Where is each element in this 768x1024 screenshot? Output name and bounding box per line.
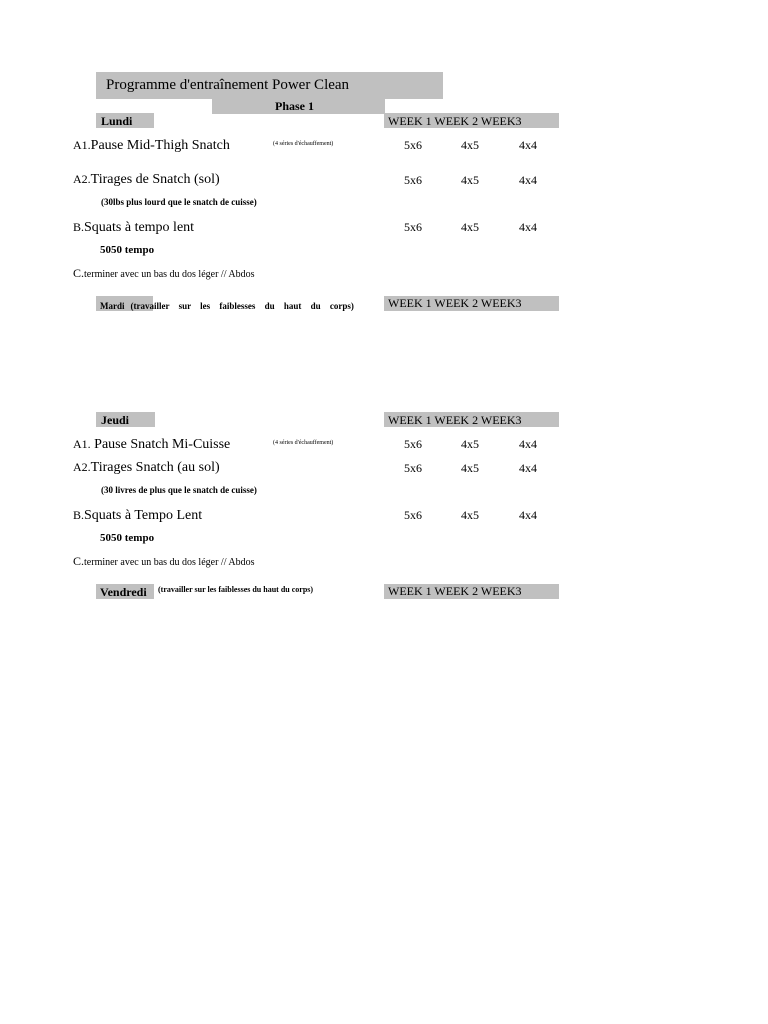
- jeudi-a1-week2: 4x5: [461, 437, 479, 451]
- vendredi-note: (travailler sur les faiblesses du haut du corps): [158, 585, 314, 594]
- lundi-a1-name: Pause Mid-Thigh Snatch: [90, 138, 230, 153]
- jeudi-b-week1: 5x6: [404, 508, 422, 522]
- lundi-b-week3: 4x4: [519, 220, 537, 234]
- jeudi-a1-row: [73, 435, 230, 453]
- jeudi-b-week2: 4x5: [461, 508, 479, 522]
- jeudi-c-text: terminer avec un bas du dos léger // Abdos: [84, 557, 255, 568]
- jeudi-a2-row: [73, 458, 220, 476]
- jeudi-day-label: Jeudi: [101, 413, 130, 427]
- lundi-a1-week1: 5x6: [404, 138, 422, 152]
- jeudi-b-week3: 4x4: [519, 508, 537, 522]
- lundi-b-row: [73, 218, 194, 236]
- lundi-a1-week3: 4x4: [519, 138, 537, 152]
- lundi-c-row: [73, 264, 255, 282]
- lundi-a2-week1: 5x6: [404, 173, 422, 187]
- lundi-a2-note: (30lbs plus lourd que le snatch de cuisse): [101, 197, 257, 207]
- lundi-a2-week3: 4x4: [519, 173, 537, 187]
- mardi-header: [100, 296, 354, 314]
- mardi-note: (travailler sur les faiblesses du haut du corps): [130, 301, 354, 311]
- lundi-b-week2: 4x5: [461, 220, 479, 234]
- jeudi-a1-prefix: A1.: [73, 437, 91, 451]
- page-title: Programme d'entraînement Power Clean: [106, 77, 350, 93]
- jeudi-a1-name: Pause Snatch Mi-Cuisse: [90, 437, 231, 452]
- jeudi-a1-note: (4 séries d'échauffement): [273, 440, 334, 446]
- lundi-c-text: terminer avec un bas du dos léger // Abdos: [84, 269, 255, 280]
- lundi-a2-name: Tirages de Snatch (sol): [90, 172, 220, 187]
- lundi-a1-row: [73, 136, 230, 154]
- lundi-c-prefix: C.: [73, 266, 85, 280]
- lundi-b-name: Squats à tempo lent: [84, 220, 195, 235]
- jeudi-a2-note: (30 livres de plus que le snatch de cuisse): [101, 485, 257, 495]
- jeudi-a2-prefix: A2.: [73, 460, 91, 474]
- jeudi-b-name: Squats à Tempo Lent: [84, 508, 203, 523]
- jeudi-b-row: [73, 506, 202, 524]
- lundi-a2-row: [73, 170, 220, 188]
- lundi-day-label: Lundi: [101, 114, 133, 128]
- jeudi-a1-week3: 4x4: [519, 437, 537, 451]
- jeudi-c-row: [73, 552, 255, 570]
- jeudi-a2-week3: 4x4: [519, 461, 537, 475]
- jeudi-tempo: 5050 tempo: [100, 532, 155, 544]
- lundi-a2-week2: 4x5: [461, 173, 479, 187]
- lundi-weeks-header: WEEK 1 WEEK 2 WEEK3: [388, 114, 522, 128]
- lundi-a2-prefix: A2.: [73, 172, 91, 186]
- jeudi-a2-week1: 5x6: [404, 461, 422, 475]
- jeudi-c-prefix: C.: [73, 554, 85, 568]
- jeudi-a2-week2: 4x5: [461, 461, 479, 475]
- lundi-a1-week2: 4x5: [461, 138, 479, 152]
- vendredi-weeks-header: WEEK 1 WEEK 2 WEEK3: [388, 584, 522, 598]
- lundi-b-prefix: B.: [73, 220, 85, 234]
- lundi-a1-note: (4 séries d'échauffement): [273, 141, 334, 147]
- phase-label: Phase 1: [275, 99, 314, 113]
- lundi-b-week1: 5x6: [404, 220, 422, 234]
- lundi-a1-prefix: A1.: [73, 138, 91, 152]
- vendredi-day-label: Vendredi: [100, 585, 147, 599]
- lundi-tempo: 5050 tempo: [100, 244, 155, 256]
- jeudi-weeks-header: WEEK 1 WEEK 2 WEEK3: [388, 413, 522, 427]
- jeudi-a1-week1: 5x6: [404, 437, 422, 451]
- mardi-weeks-header: WEEK 1 WEEK 2 WEEK3: [388, 296, 522, 310]
- jeudi-a2-name: Tirages Snatch (au sol): [90, 460, 220, 475]
- jeudi-b-prefix: B.: [73, 508, 85, 522]
- mardi-day-label: Mardi: [100, 301, 125, 311]
